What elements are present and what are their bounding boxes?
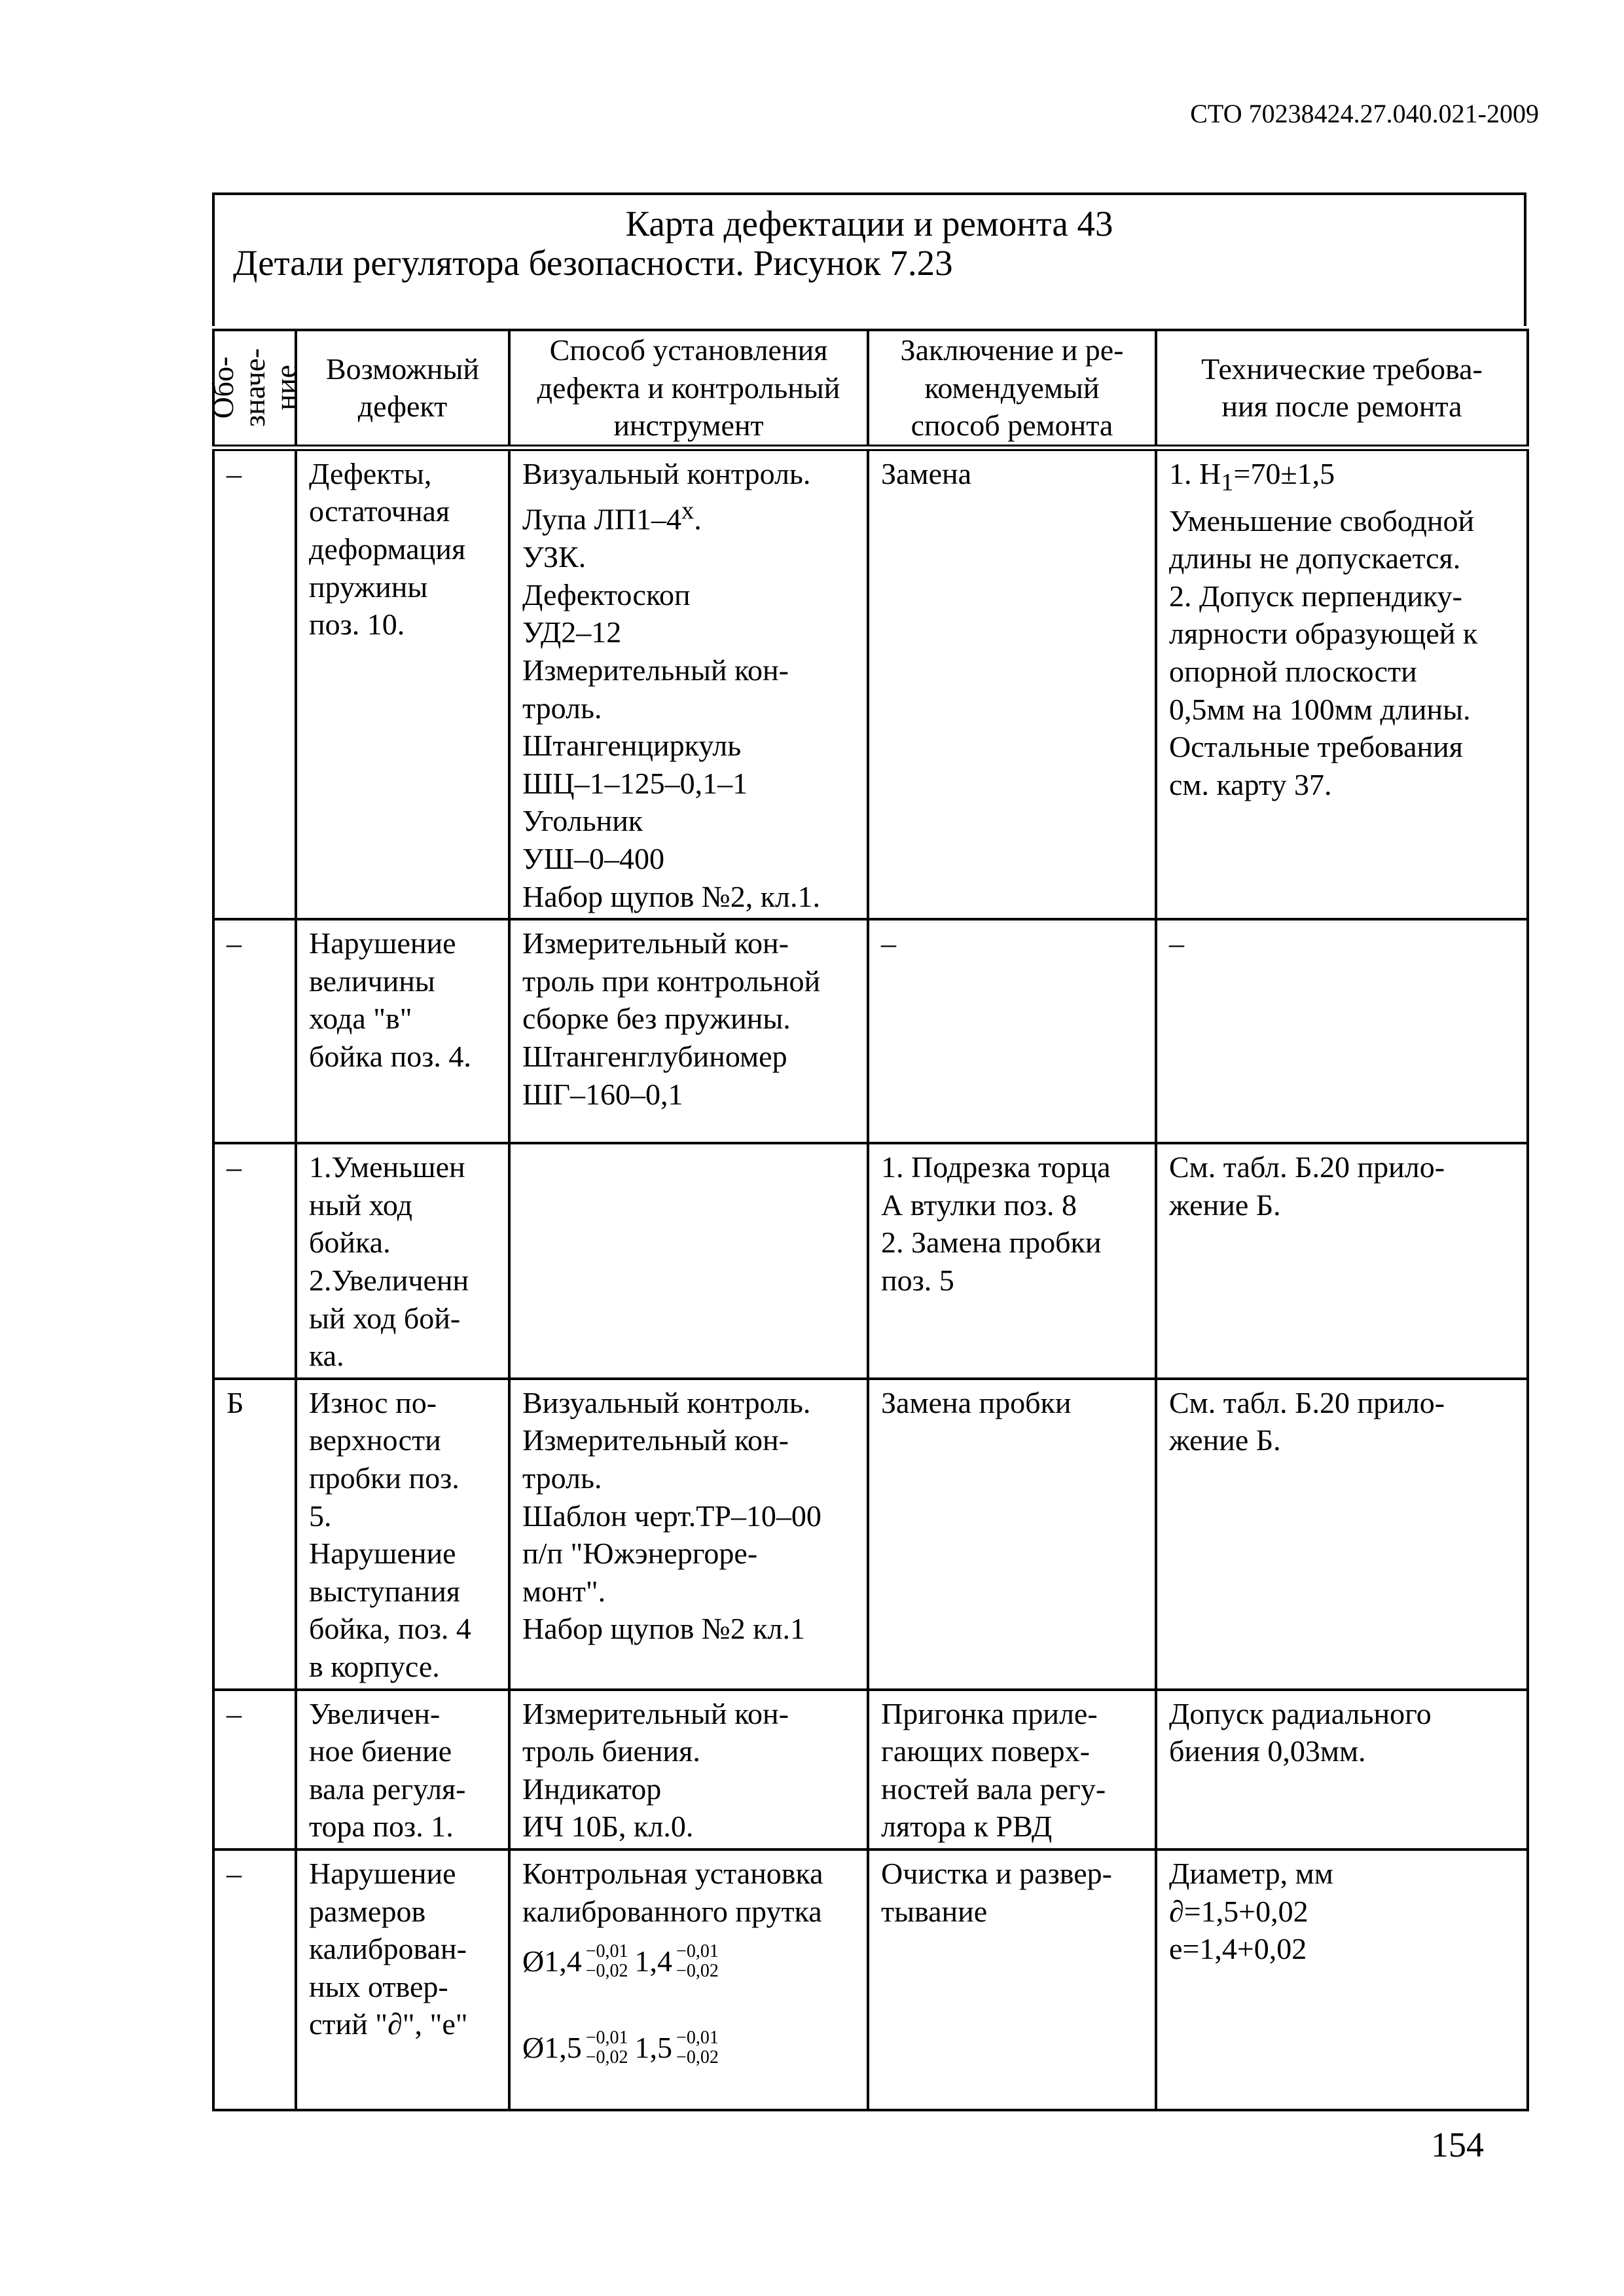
header-designation-label: Обо- значе- ние	[206, 348, 302, 428]
table-row	[213, 1690, 1528, 1850]
defect-repair-table	[206, 329, 1529, 2111]
tolerance-diameter: Ø1,4	[522, 1944, 582, 1978]
header-conclusion: Заключение и ре- комендуемый способ ремонта	[868, 330, 1156, 448]
req-text-rest: =70±1,5 Уменьшение свободной длины не допускается. 2. Допуск перпендику- лярности образующей к опорной плоскости 0,5мм на 100мм длины. Остальные требования см. карту 37.	[1169, 456, 1478, 801]
cell-defect: Нарушение размеров калиброван- ных отвер- стий "∂", "е"	[296, 1850, 509, 2110]
method-text-start: Визуальный контроль. Лупа ЛП1–4	[522, 456, 811, 536]
cell-designation: –	[213, 448, 296, 919]
tolerance-limits	[676, 1942, 719, 1981]
cell-conclusion: Очистка и развер- тывание	[868, 1850, 1156, 2110]
page-number: 154	[1431, 2125, 1484, 2164]
header-requirements: Технические требова- ния после ремонта	[1156, 330, 1528, 448]
cell-method	[509, 1850, 868, 2110]
tolerance-upper: −0,01	[585, 1941, 628, 1962]
tolerance-lower: −0,02	[585, 1961, 628, 1982]
tolerance-diameter: 1,5	[634, 2031, 673, 2065]
tolerance-diameter: 1,4	[634, 1944, 673, 1978]
cell-method: Измерительный кон- троль биения. Индикатор ИЧ 10Б, кл.0.	[509, 1690, 868, 1850]
table-row	[213, 919, 1528, 1143]
cell-requirements: –	[1156, 919, 1528, 1143]
card-title: Карта дефектации и ремонта 43	[625, 204, 1113, 244]
header-designation	[206, 330, 302, 448]
cell-requirements: Диаметр, мм ∂=1,5+0,02 е=1,4+0,02	[1156, 1850, 1528, 2110]
tolerance-diameter: Ø1,5	[522, 2031, 582, 2065]
tolerance-lower: −0,02	[585, 2047, 628, 2068]
cell-defect: Износ по- верхности пробки поз. 5. Нарушение выступания бойка, поз. 4 в корпусе.	[296, 1379, 509, 1690]
tolerance-upper: −0,01	[676, 1941, 719, 1962]
table-header-row	[213, 330, 1528, 448]
method-text: Контрольная установка калиброванного прутка	[522, 1856, 823, 1928]
cell-defect: Нарушение величины хода "в" бойка поз. 4.	[296, 919, 509, 1143]
magnification-superscript: х	[681, 497, 695, 525]
cell-defect: Дефекты, остаточная деформация пружины поз. 10.	[296, 448, 509, 919]
cell-requirements	[1156, 448, 1528, 919]
cell-designation: Б	[213, 1379, 296, 1690]
cell-designation: –	[213, 1850, 296, 2110]
card-header	[212, 192, 1526, 326]
card-subtitle: Детали регулятора безопасности. Рисунок 7.23	[233, 243, 953, 283]
cell-designation: –	[213, 1690, 296, 1850]
cell-conclusion: 1. Подрезка торца А втулки поз. 8 2. Замена пробки поз. 5	[868, 1143, 1156, 1379]
cell-conclusion: Замена пробки	[868, 1379, 1156, 1690]
cell-designation: –	[213, 1143, 296, 1379]
height-subscript: 1	[1221, 468, 1234, 496]
cell-conclusion: Пригонка приле- гающих поверх- ностей вала регу- лятора к РВД	[868, 1690, 1156, 1850]
cell-defect: 1.Уменьшен ный ход бойка. 2.Увеличенн ый ход бой- ка.	[296, 1143, 509, 1379]
method-text-rest: . УЗК. Дефектоскоп УД2–12 Измерительный кон- троль. Штангенциркуль ШЦ–1–125–0,1–1 Угольник УШ–0–400 Набор щупов №2, кл.1.	[522, 502, 820, 913]
table-row	[213, 1143, 1528, 1379]
cell-method	[509, 448, 868, 919]
tolerance-lower: −0,02	[676, 2047, 719, 2068]
req-text-start: 1. Н	[1169, 456, 1221, 490]
cell-method: Измерительный кон- троль при контрольной сборке без пружины. Штангенглубиномер ШГ–160–0,1	[509, 919, 868, 1143]
cell-conclusion: –	[868, 919, 1156, 1143]
cell-requirements: См. табл. Б.20 прило- жение Б.	[1156, 1143, 1528, 1379]
cell-defect: Увеличен- ное биение вала регуля- тора поз. 1.	[296, 1690, 509, 1850]
tolerance-limits	[676, 2028, 719, 2068]
cell-method	[509, 1143, 868, 1379]
cell-designation: –	[213, 919, 296, 1143]
document-code: СТО 70238424.27.040.021-2009	[1190, 99, 1539, 128]
table-row	[213, 1379, 1528, 1690]
header-defect: Возможный дефект	[296, 330, 509, 448]
cell-requirements: См. табл. Б.20 прило- жение Б.	[1156, 1379, 1528, 1690]
header-method: Способ установления дефекта и контрольный инструмент	[509, 330, 868, 448]
tolerance-upper: −0,01	[585, 2028, 628, 2049]
tolerance-limits	[586, 2028, 628, 2068]
tolerance-line-2	[522, 2028, 856, 2068]
cell-conclusion: Замена	[868, 448, 1156, 919]
table-row	[213, 1850, 1528, 2110]
tolerance-lower: −0,02	[676, 1961, 719, 1982]
cell-requirements: Допуск радиального биения 0,03мм.	[1156, 1690, 1528, 1850]
tolerance-upper: −0,01	[676, 2028, 719, 2049]
cell-method: Визуальный контроль. Измерительный кон- троль. Шаблон черт.ТР–10–00 п/п "Южэнергоре- монт". Набор щупов №2 кл.1	[509, 1379, 868, 1690]
tolerance-limits	[586, 1942, 628, 1981]
table-row	[213, 448, 1528, 919]
tolerance-line-1	[522, 1942, 856, 1981]
